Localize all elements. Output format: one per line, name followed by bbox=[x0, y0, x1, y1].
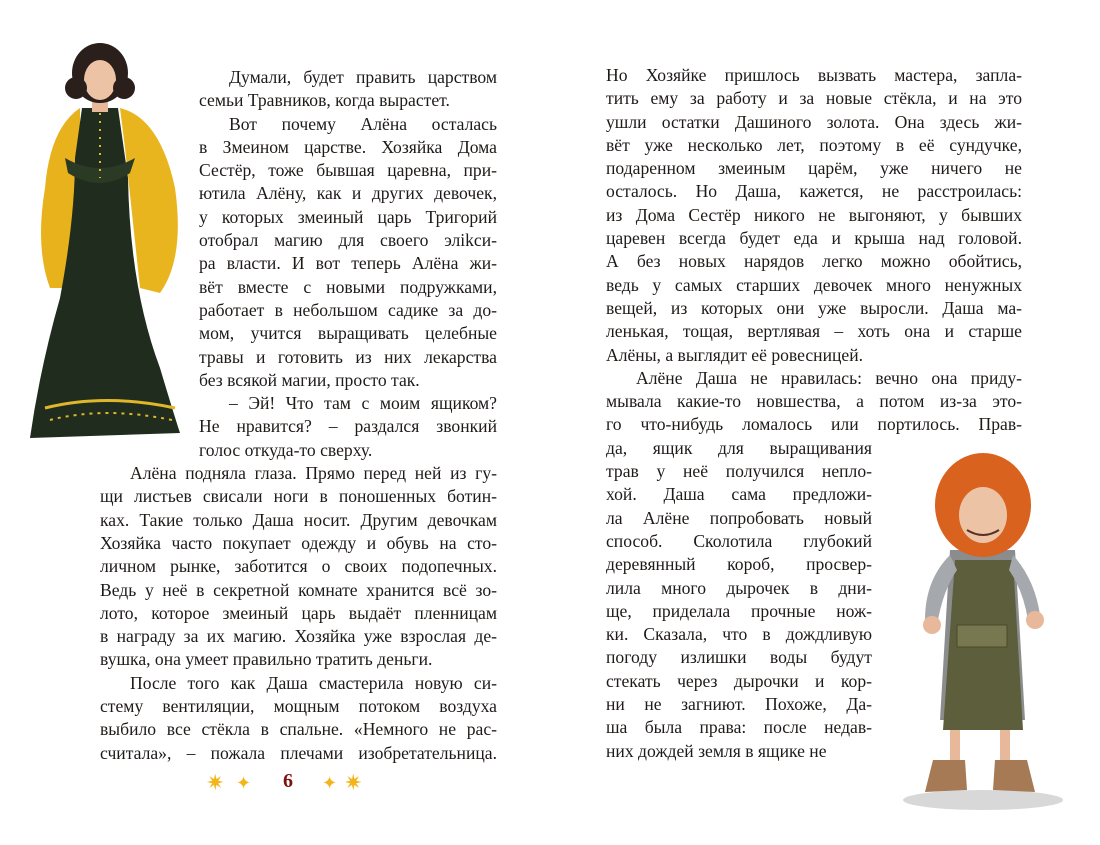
text-line: ленькая, тощая, вертлявая – хоть она и старше bbox=[606, 321, 1022, 342]
text-line: царевен всегда будет еда и крыша над головой. bbox=[606, 228, 1022, 249]
text-line: отобрал магию для своего элikси- bbox=[199, 230, 497, 251]
page-number: 6 bbox=[283, 770, 293, 792]
right-column-text bbox=[0, 64, 1022, 763]
text-line: стекать через дырочки и кор- bbox=[606, 670, 872, 691]
text-line: ушли остатки Дашиного золота. Она здесь жи- bbox=[606, 111, 1022, 132]
text-line: Думали, будет править царством bbox=[229, 67, 497, 87]
text-line: стему вентиляции, мощным потоком воздуха bbox=[100, 696, 497, 717]
text-line: ютила Алёну, как и других девочек, bbox=[199, 183, 497, 204]
text-line: без всякой магии, просто так. bbox=[199, 369, 420, 390]
sun-ornament-icon: ✷ bbox=[344, 770, 363, 795]
text-line: щи листьев свисали ноги в поношенных ботин- bbox=[100, 486, 497, 507]
text-line: мом, учится выращивать целебные bbox=[199, 323, 497, 344]
text-line: из Дома Сестёр никого не выгоняют, у бывших bbox=[606, 204, 1022, 225]
text-line: трав у неё получился непло- bbox=[606, 461, 872, 482]
text-line: вёт вместе с новыми подружками, bbox=[199, 276, 497, 297]
text-line: вёт уже несколько лет, поэтому в её сундучке, bbox=[606, 134, 1022, 155]
text-line: ра власти. И вот теперь Алёна жи- bbox=[199, 253, 497, 274]
text-line: в Змеином царстве. Хозяйка Дома bbox=[199, 136, 497, 157]
text-line: После того как Даша смастерила новую си- bbox=[130, 672, 497, 693]
star-ornament-icon: ✦ bbox=[322, 773, 338, 793]
text-line: вушка, она умеет правильно тратить деньги. bbox=[100, 649, 433, 670]
illustration-dasha bbox=[895, 440, 1070, 815]
text-line: работает в небольшом садике за до- bbox=[199, 299, 497, 320]
text-line: вещей, из которых они уже выросли. Даша ма- bbox=[606, 297, 1022, 318]
text-line: Ведь у неё в секретной комнате хранится всё зо- bbox=[100, 579, 497, 600]
text-line: ки. Сказала, что в дождливую bbox=[606, 624, 872, 645]
star-ornament-icon: ✦ bbox=[236, 773, 252, 793]
text-line: Алёна подняла глаза. Прямо перед ней из гу- bbox=[130, 463, 497, 484]
text-line: у которых змеиный царь Тригорий bbox=[199, 206, 497, 227]
text-line: ках. Такие только Даша носит. Другим девочкам bbox=[100, 509, 497, 530]
text-line: выбило все стёкла в спальне. «Немного не рас- bbox=[100, 719, 497, 740]
text-line: Алёне Даша не нравилась: вечно она приду- bbox=[636, 367, 1022, 388]
text-line: способ. Сколотила глубокий bbox=[606, 530, 872, 551]
text-line: мывала какие-то новшества, а потом из-за это- bbox=[606, 391, 1022, 412]
text-line: считала», – пожала плечами изобретательница. bbox=[100, 742, 497, 763]
text-line: травы и готовить из них лекарства bbox=[199, 346, 497, 367]
text-line: тить ему за работу и за новые стёкла, и на это bbox=[606, 88, 1022, 109]
text-line: осталось. Но Даша, кажется, не расстроилась: bbox=[606, 181, 1022, 202]
text-line: Сестёр, тоже бывшая царевна, при- bbox=[199, 160, 497, 181]
text-line: в награду за их магию. Хозяйка уже взрослая де- bbox=[100, 626, 497, 647]
text-line: голос откуда-то сверху. bbox=[199, 439, 373, 460]
text-line: подаренном змеиным царём, уже ничего не bbox=[606, 158, 1022, 179]
text-line: ша была права: после недав- bbox=[606, 717, 872, 738]
sun-ornament-icon: ✷ bbox=[206, 770, 225, 795]
text-line: А без новых нарядов легко можно обойтись, bbox=[606, 251, 1022, 272]
text-line: го что-нибудь ломалось или портилось. Прав- bbox=[606, 414, 1022, 435]
text-line: хой. Даша сама предложи- bbox=[606, 484, 872, 505]
text-line: ведь у самых старших девочек много ненужных bbox=[606, 274, 1022, 295]
text-line: лила много дырочек в дни- bbox=[606, 577, 872, 598]
text-line: да, ящик для выращивания bbox=[606, 437, 872, 458]
text-line: Но Хозяйке пришлось вызвать мастера, запла- bbox=[606, 65, 1022, 85]
text-line: ще, приделала прочные нож- bbox=[606, 600, 872, 621]
text-line: Хозяйка часто покупает одежду и обувь на сто- bbox=[100, 532, 497, 553]
text-line: ла Алёне попробовать новый bbox=[606, 507, 872, 528]
text-line: – Эй! Что там с моим ящиком? bbox=[229, 393, 497, 414]
text-line: них дождей земля в ящике не bbox=[606, 740, 827, 761]
text-line: лото, которое змеиный царь выдаёт пленницам bbox=[100, 602, 497, 623]
text-line: деревянный короб, просвер- bbox=[606, 554, 872, 575]
text-line: погоду излишки воды будут bbox=[606, 647, 872, 668]
text-line: Алёны, а выглядит её ровесницей. bbox=[606, 344, 864, 365]
text-line: Не нравится? – раздался звонкий bbox=[199, 416, 497, 437]
text-line: личном рынке, заботится о своих подопечных. bbox=[100, 556, 497, 577]
text-line: семьи Травников, когда вырастет. bbox=[199, 90, 450, 111]
text-line: Вот почему Алёна осталась bbox=[229, 113, 497, 134]
text-line: ни не загниют. Похоже, Да- bbox=[606, 694, 872, 715]
